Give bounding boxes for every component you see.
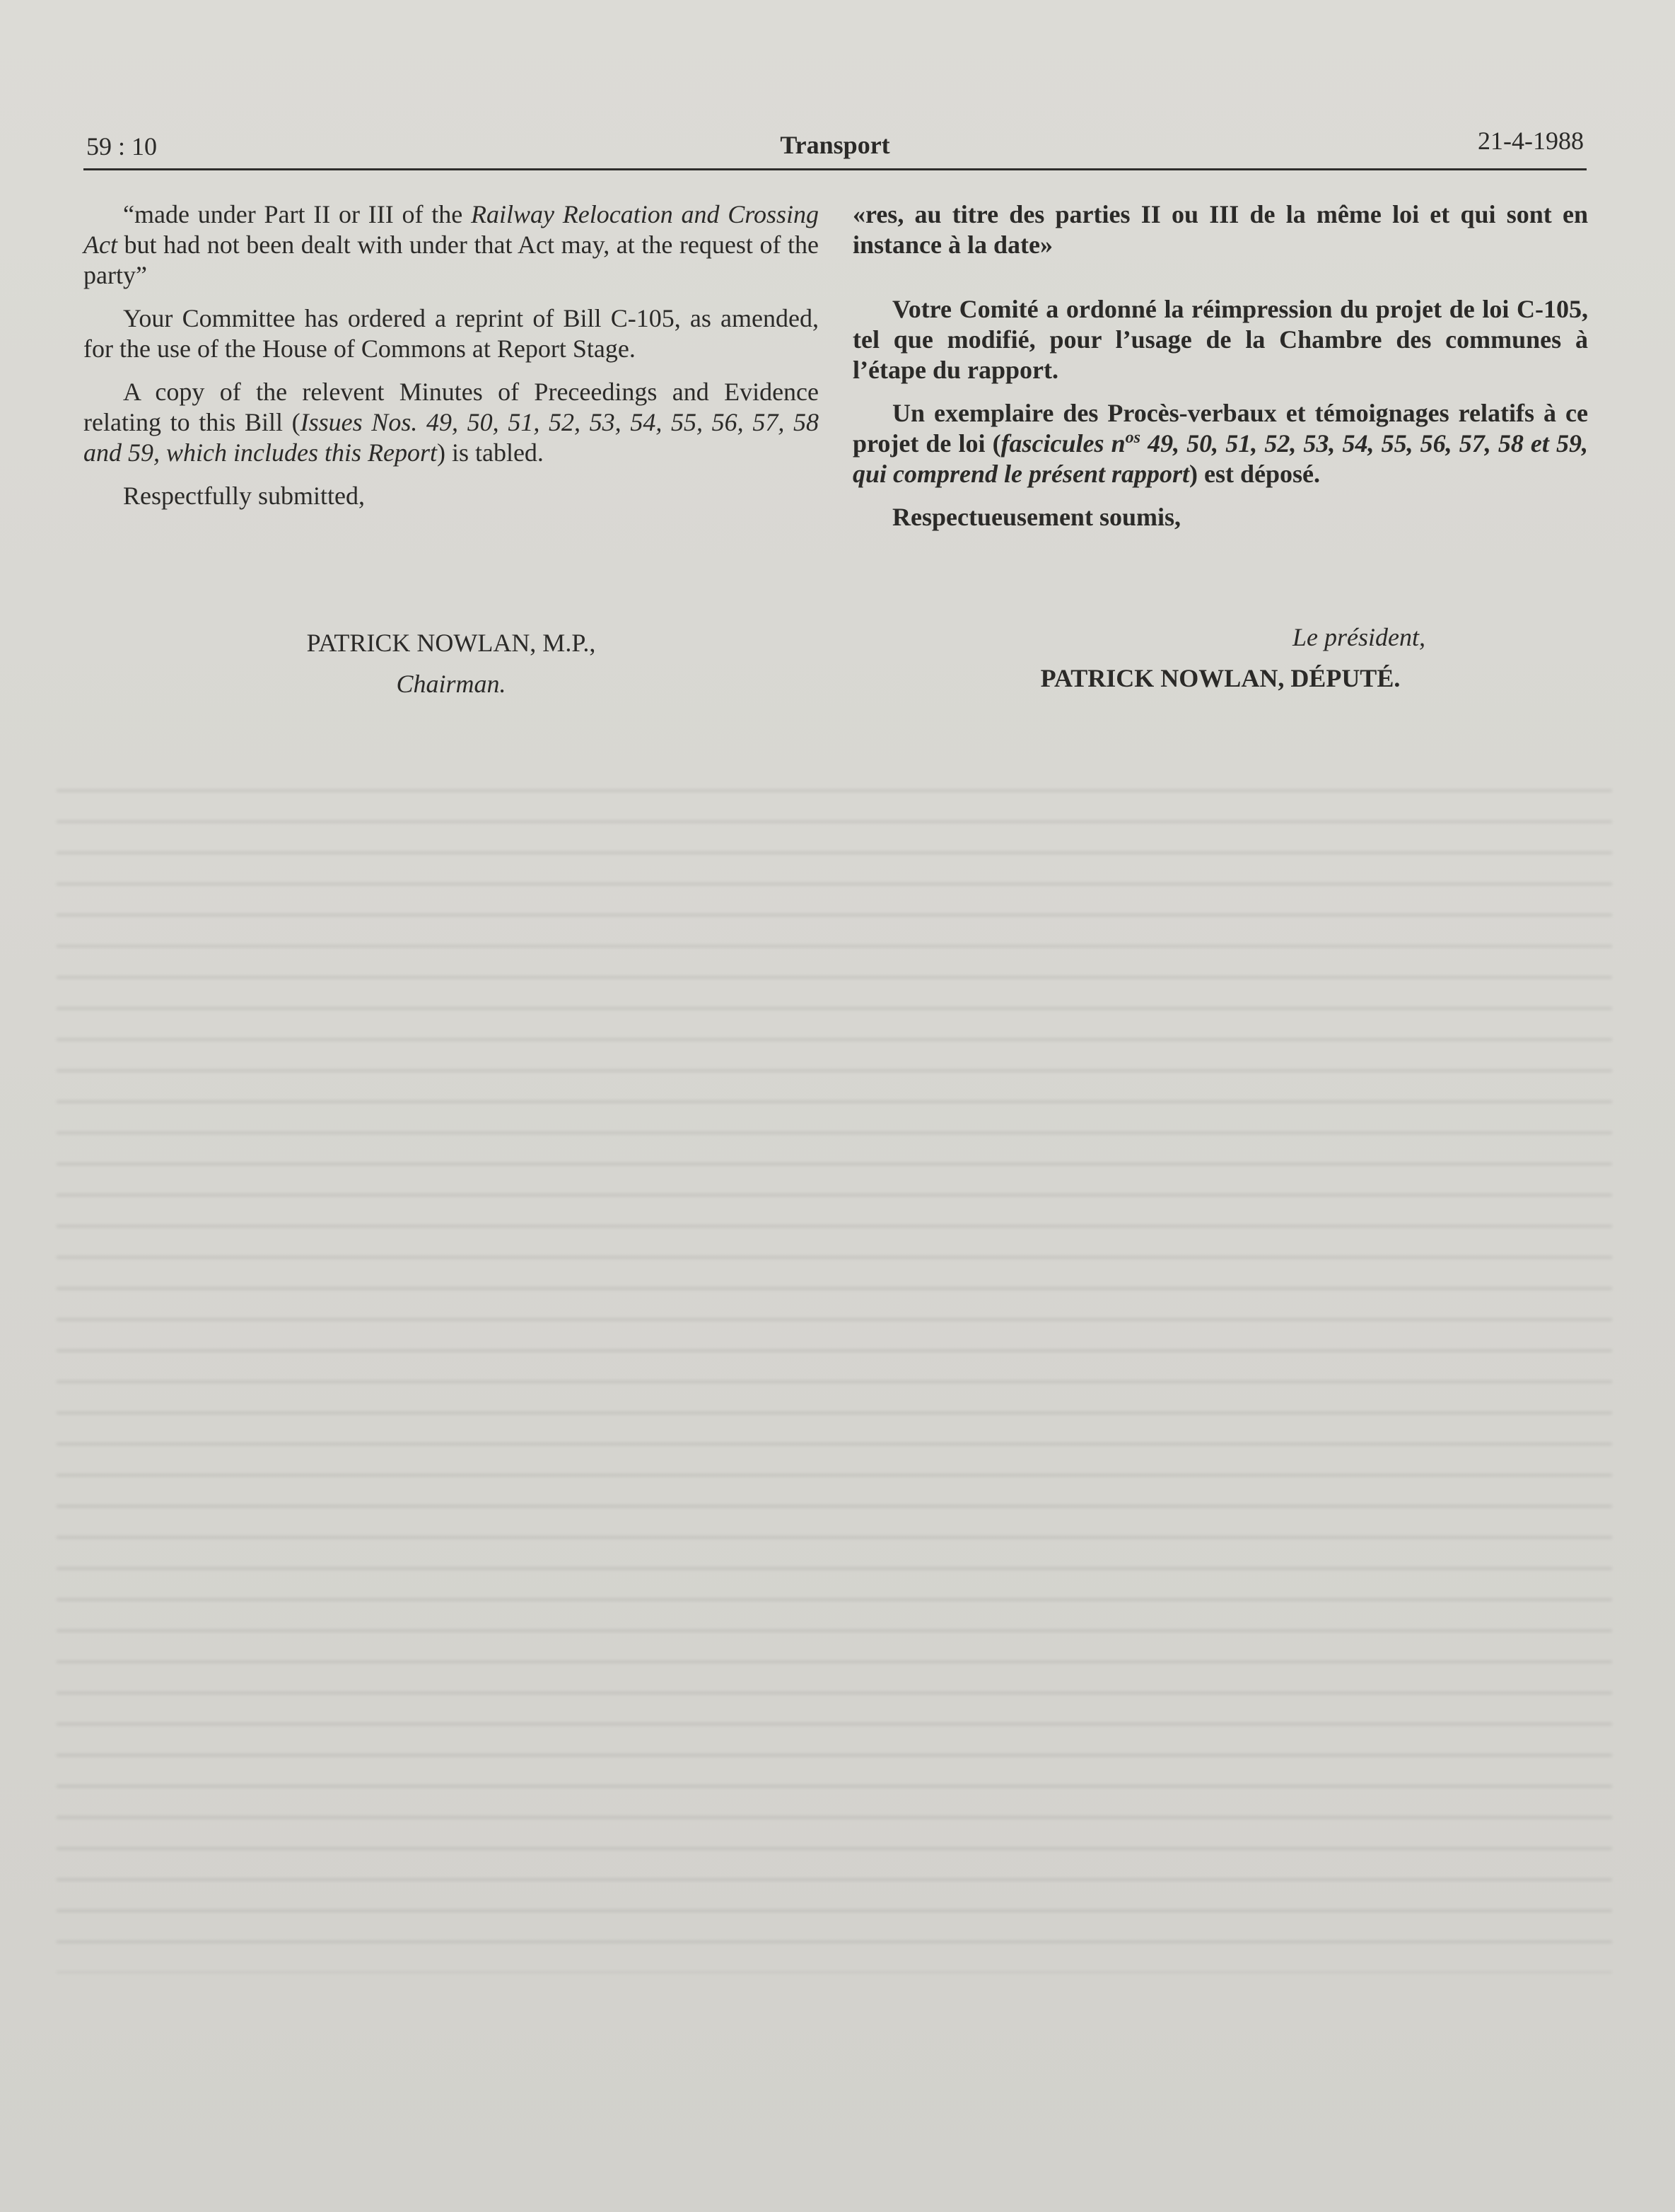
copy-text-start: Un exemplaire des Procès-verbaux et témoignages relatifs à ce projet de loi ( (853, 399, 1588, 458)
english-column (83, 199, 819, 524)
superscript-os: os (1125, 429, 1140, 447)
english-quote-paragraph (83, 199, 819, 291)
issues-list: Issues Nos. 49, 50, 51, 52, 53, 54, 55, 56, 57, 58 and 59, which includes this Report (83, 408, 819, 467)
copy-text-start: A copy of the relevent Minutes of Preceedings and Evidence relating to this Bill ( (83, 378, 819, 436)
quote-text-start: “made under Part II or III of the (123, 200, 472, 228)
fascicules-numbers: 49, 50, 51, 52, 53, 54, 55, 56, 57, 58 et 59, qui comprend le présent rapport (853, 429, 1588, 488)
french-column (853, 199, 1588, 545)
bleed-through-text (57, 771, 1612, 1973)
page-header (83, 124, 1587, 167)
english-signature-name: PATRICK NOWLAN, M.P., (306, 629, 596, 657)
header-date: 21-4-1988 (1478, 127, 1584, 155)
french-copy-paragraph (853, 398, 1588, 489)
copy-text-end: ) is tabled. (436, 438, 544, 467)
act-title: Railway Relocation and Crossing Act (83, 200, 819, 259)
page-reference: 59 : 10 (86, 132, 158, 161)
copy-text-end: ) est déposé. (1189, 460, 1320, 488)
french-signature-name: PATRICK NOWLAN, DÉPUTÉ. (1040, 664, 1401, 692)
french-signature-title: Le président, (1292, 623, 1425, 651)
french-quote-paragraph: «res, au titre des parties II ou III de la même loi et qui sont en instance à la date» (853, 200, 1588, 259)
english-reprint-paragraph: Your Committee has ordered a reprint of Bill C-105, as amended, for the use of the House of Commons at Report Stage. (83, 304, 819, 363)
english-closing: Respectfully submitted, (123, 482, 365, 510)
quote-text-end: but had not been dealt with under that Act may, at the request of the party” (83, 231, 819, 289)
fascicules-label: fascicules n (1000, 429, 1126, 458)
english-copy-paragraph (83, 377, 819, 468)
english-signature-title: Chairman. (396, 670, 506, 698)
french-closing: Respectueusement soumis, (892, 503, 1181, 531)
french-reprint-paragraph: Votre Comité a ordonné la réimpression du projet de loi C-105, tel que modifié, pour l’usage de la Chambre des communes à l’étape du rapport. (853, 295, 1588, 384)
header-rule (83, 168, 1587, 170)
running-title: Transport (780, 131, 890, 159)
